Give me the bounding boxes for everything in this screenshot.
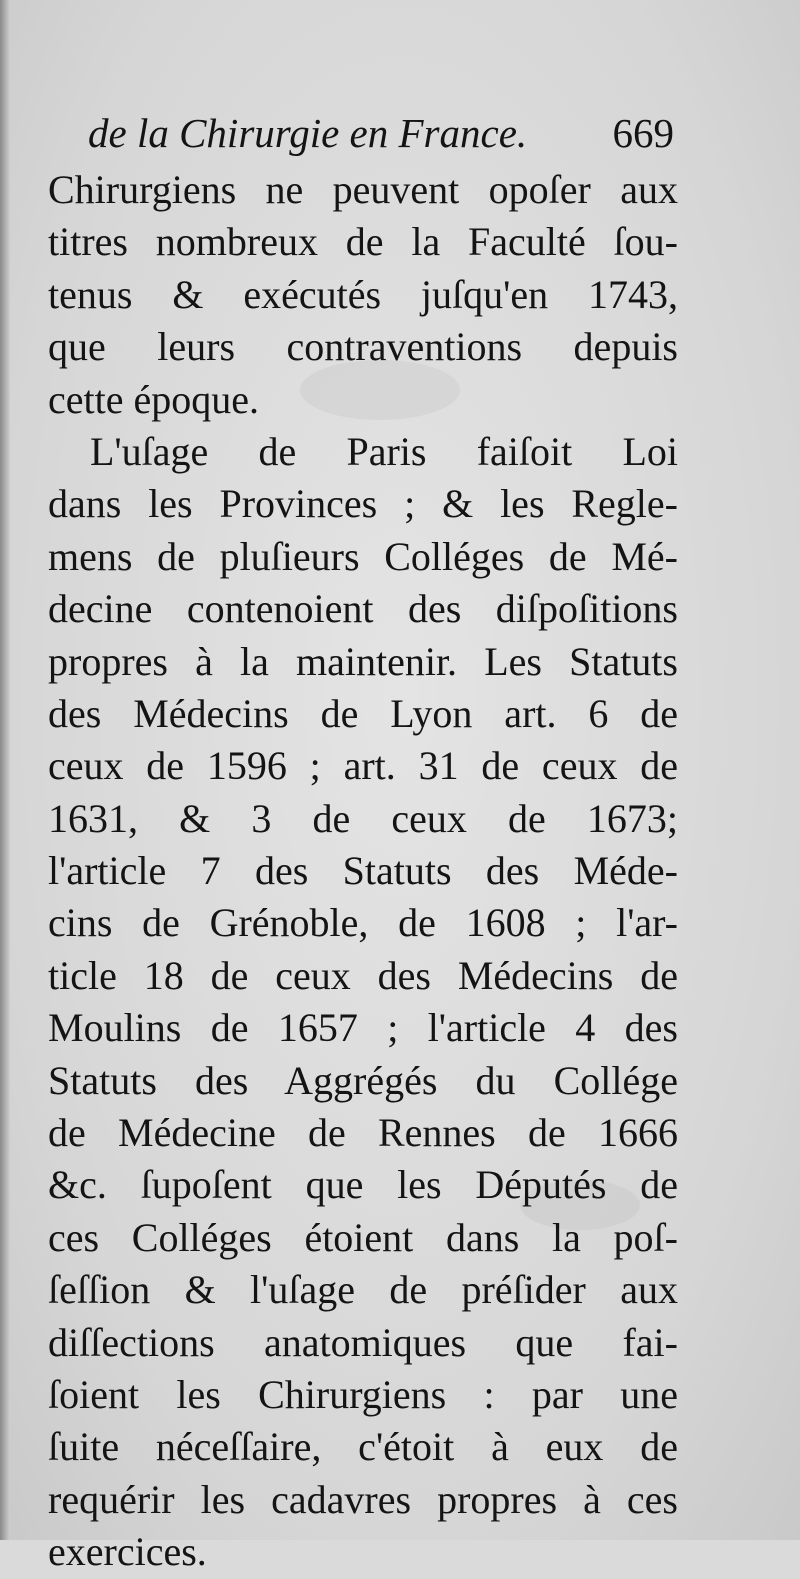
page-number: 669 [612,110,674,156]
text-line: L'uſage de Paris faiſoit Loi [90,428,678,474]
text-line: l'article 7 des Statuts des Méde- [48,848,678,894]
text-line: Statuts des Aggrégés du Collége [48,1057,678,1103]
text-line: 1631, & 3 de ceux de 1673; [48,795,678,841]
text-line: cins de Grénoble, de 1608 ; l'ar- [48,900,678,946]
text-line: dans les Provinces ; & les Regle- [48,481,678,527]
text-line: ſoient les Chirurgiens : par une [48,1371,678,1417]
text-line: &c. ſupoſent que les Députés de [48,1162,678,1208]
text-line: cette époque. [48,376,259,422]
text-line: decine contenoient des diſpoſitions [48,586,678,632]
text-line: requérir les cadavres propres à ces [48,1476,678,1522]
text-line: tenus & exécutés juſqu'en 1743, [48,271,678,317]
running-head-title: de la Chirurgie en France. [88,110,528,156]
text-line: ces Colléges étoient dans la poſ- [48,1214,678,1260]
text-line: propres à la maintenir. Les Statuts [48,638,678,684]
text-line: ceux de 1596 ; art. 31 de ceux de [48,743,678,789]
text-line: ticle 18 de ceux des Médecins de [48,952,678,998]
text-line: diſſections anatomiques que fai- [48,1319,678,1365]
text-line: Chirurgiens ne peuvent opoſer aux [48,167,678,212]
text-line: que leurs contraventions depuis [48,324,678,370]
text-line: de Médecine de Rennes de 1666 [48,1110,678,1156]
running-head [88,108,678,158]
text-line: Moulins de 1657 ; l'article 4 des [48,1005,678,1051]
text-line: ſuite néceſſaire, c'étoit à eux de [48,1424,678,1470]
text-line: exercices. [48,1529,207,1575]
text-line: titres nombreux de la Faculté ſou- [48,219,678,265]
text-line: des Médecins de Lyon art. 6 de [48,690,678,736]
text-line: mens de pluſieurs Colléges de Mé- [48,533,678,579]
page-gutter-shadow [0,0,10,1540]
text-line: ſeſſion & l'uſage de préſider aux [48,1267,678,1313]
body-text [48,164,678,1579]
